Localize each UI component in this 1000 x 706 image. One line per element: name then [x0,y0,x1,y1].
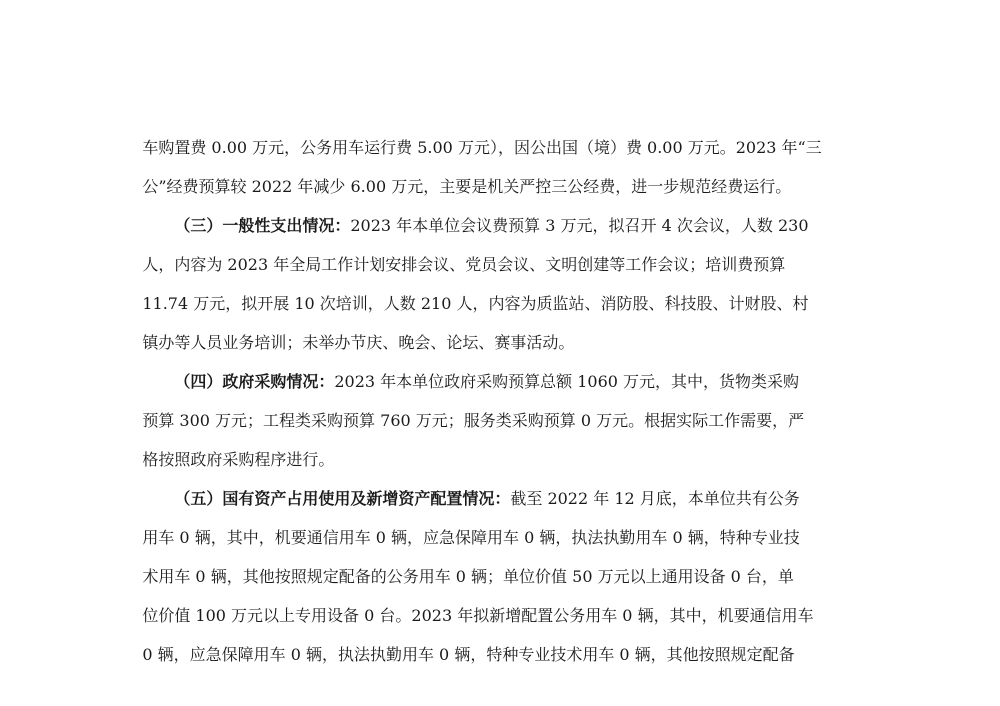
text-line [0,565,1000,625]
line-text: 2023 年本单位会议费预算 3 万元，拟召开 4 次会议，人数 230 [350,216,809,235]
line-text: 0 辆，应急保障用车 0 辆，执法执勤用车 0 辆，特种专业技术用车 0 辆，其他按照规定配备 [142,645,795,664]
text-line [0,292,1000,352]
section-heading: （四）政府采购情况： [174,372,335,391]
line-text: 人，内容为 2023 年全局工作计划安排会议、党员会议、文明创建等工作会议；培训费预算 [142,255,786,274]
section-heading: （五）国有资产占用使用及新增资产配置情况： [174,489,511,508]
text-line [0,175,1000,235]
line-text: 镇办等人员业务培训；未举办节庆、晚会、论坛、赛事活动。 [142,333,575,352]
text-line [0,214,1000,274]
line-text: 截至 2022 年 12 月底，本单位共有公务 [510,489,800,508]
line-text: 位价值 100 万元以上专用设备 0 台。2023 年拟新增配置公务用车 0 辆，其中，机要通信用车 [142,606,814,625]
text-line [0,604,1000,664]
text-line [0,331,1000,391]
text-line [0,448,1000,508]
text-line [0,526,1000,586]
line-text: 公”经费预算较 2022 年减少 6.00 万元，主要是机关严控三公经费，进一步规范经费运行。 [142,177,792,196]
section-heading: （三）一般性支出情况： [174,216,351,235]
line-text: 预算 300 万元；工程类采购预算 760 万元；服务类采购预算 0 万元。根据实际工作需要，严 [142,411,805,430]
line-text: 用车 0 辆，其中，机要通信用车 0 辆，应急保障用车 0 辆，执法执勤用车 0 辆，特种专业技 [142,528,800,547]
text-line [0,97,1000,157]
line-text: 11.74 万元，拟开展 10 次培训，人数 210 人，内容为质监站、消防股、科技股、计财股、村 [142,294,809,313]
text-line [0,253,1000,313]
line-text: 格按照政府采购程序进行。 [142,450,335,469]
line-text: 2023 年本单位政府采购预算总额 1060 万元，其中，货物类采购 [334,372,800,391]
text-line [0,136,1000,196]
line-text: 术用车 0 辆，其他按照规定配备的公务用车 0 辆；单位价值 50 万元以上通用设备 0 台，单 [142,567,794,586]
text-line [0,370,1000,430]
text-line [0,409,1000,469]
line-text: 车购置费 0.00 万元，公务用车运行费 5.00 万元），因公出国（境）费 0.00 万元。2023 年“三 [142,138,822,157]
text-line [0,487,1000,547]
